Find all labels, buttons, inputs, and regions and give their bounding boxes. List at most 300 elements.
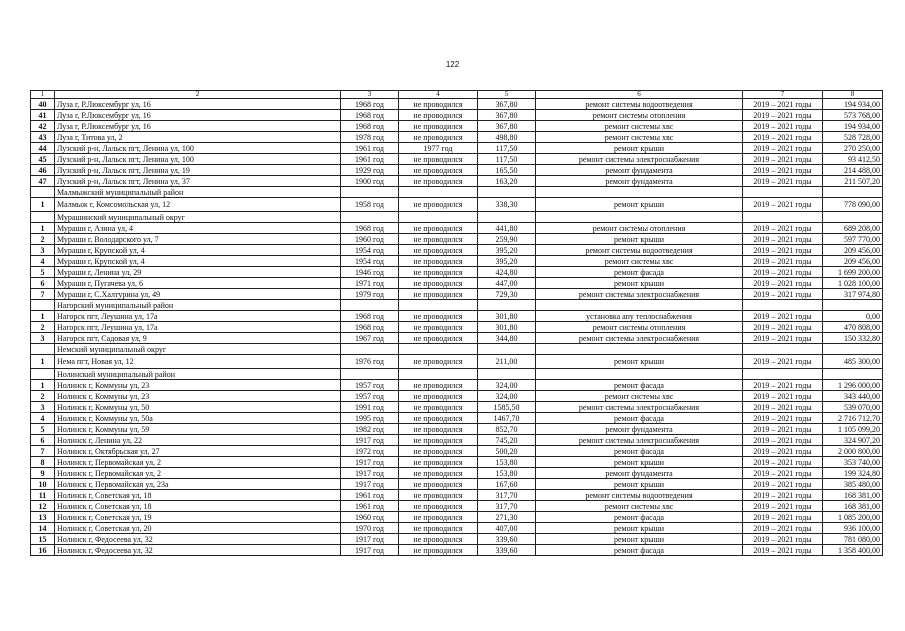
header-cell: 3 xyxy=(341,91,399,99)
row-number: 1 xyxy=(31,223,55,234)
table-body xyxy=(31,91,883,556)
year-cell: 1979 год xyxy=(341,289,399,300)
period-cell: 2019 – 2021 годы xyxy=(743,143,823,154)
row-number: 46 xyxy=(31,165,55,176)
work-type-cell: ремонт системы электроснабжения xyxy=(536,435,743,446)
area-cell: 117,50 xyxy=(478,154,536,165)
area-cell: 153,80 xyxy=(478,468,536,479)
work-type-cell: ремонт системы водоотведения xyxy=(536,99,743,110)
address-cell: Нолинск г, Коммуны ул, 50а xyxy=(55,413,341,424)
row-number: 6 xyxy=(31,278,55,289)
row-number: 4 xyxy=(31,413,55,424)
year-cell: 1970 год xyxy=(341,523,399,534)
last-repair-cell: не проводился xyxy=(399,267,478,278)
cost-cell: 317 974,80 xyxy=(823,289,883,300)
page-number: 122 xyxy=(445,60,460,69)
section-empty-cell xyxy=(399,300,478,311)
work-type-cell: ремонт системы хвс xyxy=(536,501,743,512)
area-cell: 117,50 xyxy=(478,143,536,154)
row-number: 40 xyxy=(31,99,55,110)
last-repair-cell: не проводился xyxy=(399,446,478,457)
address-cell: Нолинск г, Коммуны ул, 23 xyxy=(55,380,341,391)
area-cell: 317,70 xyxy=(478,501,536,512)
table-row xyxy=(31,380,883,391)
period-cell: 2019 – 2021 годы xyxy=(743,198,823,212)
year-cell: 1961 год xyxy=(341,143,399,154)
cost-cell: 93 412,50 xyxy=(823,154,883,165)
last-repair-cell: не проводился xyxy=(399,468,478,479)
row-number: 47 xyxy=(31,176,55,187)
last-repair-cell: не проводился xyxy=(399,523,478,534)
cost-cell: 211 507,20 xyxy=(823,176,883,187)
period-cell: 2019 – 2021 годы xyxy=(743,490,823,501)
area-cell: 301,80 xyxy=(478,322,536,333)
area-cell: 324,00 xyxy=(478,391,536,402)
section-empty-cell xyxy=(536,212,743,223)
address-cell: Лузский р-н, Лальск пгт, Ленина ул, 19 xyxy=(55,165,341,176)
address-cell: Нагорск пгт, Леушина ул, 17а xyxy=(55,311,341,322)
year-cell: 1917 год xyxy=(341,534,399,545)
table-row xyxy=(31,446,883,457)
area-cell: 153,80 xyxy=(478,457,536,468)
year-cell: 1917 год xyxy=(341,545,399,556)
cost-cell: 2 000 800,00 xyxy=(823,446,883,457)
section-row xyxy=(31,300,883,311)
work-type-cell: ремонт фасада xyxy=(536,267,743,278)
year-cell: 1954 год xyxy=(341,245,399,256)
cost-cell: 2 716 712,70 xyxy=(823,413,883,424)
address-cell: Нолинск г, Советская ул, 18 xyxy=(55,490,341,501)
section-empty-cell xyxy=(341,344,399,355)
table-row xyxy=(31,512,883,523)
cost-cell: 1 358 400,00 xyxy=(823,545,883,556)
address-cell: Нолинск г, Советская ул, 18 xyxy=(55,501,341,512)
period-cell: 2019 – 2021 годы xyxy=(743,311,823,322)
section-empty-cell xyxy=(823,212,883,223)
table-row xyxy=(31,490,883,501)
work-type-cell: ремонт фундамента xyxy=(536,424,743,435)
year-cell: 1982 год xyxy=(341,424,399,435)
period-cell: 2019 – 2021 годы xyxy=(743,154,823,165)
section-empty-cell xyxy=(31,187,55,198)
area-cell: 165,50 xyxy=(478,165,536,176)
header-cell: 6 xyxy=(536,91,743,99)
row-number: 12 xyxy=(31,501,55,512)
area-cell: 852,70 xyxy=(478,424,536,435)
period-cell: 2019 – 2021 годы xyxy=(743,289,823,300)
last-repair-cell: не проводился xyxy=(399,311,478,322)
work-type-cell: ремонт системы хвс xyxy=(536,132,743,143)
section-empty-cell xyxy=(743,187,823,198)
section-row xyxy=(31,187,883,198)
section-empty-cell xyxy=(341,300,399,311)
table-row xyxy=(31,479,883,490)
year-cell: 1917 год xyxy=(341,468,399,479)
year-cell: 1957 год xyxy=(341,391,399,402)
last-repair-cell: не проводился xyxy=(399,457,478,468)
section-empty-cell xyxy=(399,344,478,355)
row-number: 6 xyxy=(31,435,55,446)
address-cell: Луза г, Титова ул, 2 xyxy=(55,132,341,143)
period-cell: 2019 – 2021 годы xyxy=(743,322,823,333)
period-cell: 2019 – 2021 годы xyxy=(743,110,823,121)
area-cell: 344,80 xyxy=(478,333,536,344)
year-cell: 1968 год xyxy=(341,110,399,121)
cost-cell: 385 480,00 xyxy=(823,479,883,490)
section-empty-cell xyxy=(823,344,883,355)
last-repair-cell: не проводился xyxy=(399,154,478,165)
period-cell: 2019 – 2021 годы xyxy=(743,413,823,424)
cost-cell: 528 728,00 xyxy=(823,132,883,143)
address-cell: Нолинск г, Советская ул, 19 xyxy=(55,512,341,523)
period-cell: 2019 – 2021 годы xyxy=(743,267,823,278)
address-cell: Луза г, Р.Люксембург ул, 16 xyxy=(55,99,341,110)
cost-cell: 573 768,00 xyxy=(823,110,883,121)
address-cell: Луза г, Р.Люксембург ул, 16 xyxy=(55,121,341,132)
last-repair-cell: не проводился xyxy=(399,132,478,143)
work-type-cell: ремонт системы отопления xyxy=(536,322,743,333)
section-empty-cell xyxy=(536,300,743,311)
year-cell: 1961 год xyxy=(341,501,399,512)
section-title: Мурашинский муниципальный округ xyxy=(55,212,341,223)
table-row xyxy=(31,413,883,424)
table-row xyxy=(31,154,883,165)
last-repair-cell: не проводился xyxy=(399,333,478,344)
period-cell: 2019 – 2021 годы xyxy=(743,121,823,132)
year-cell: 1960 год xyxy=(341,234,399,245)
period-cell: 2019 – 2021 годы xyxy=(743,479,823,490)
row-number: 3 xyxy=(31,245,55,256)
table-row xyxy=(31,333,883,344)
address-cell: Лузский р-н, Лальск пгт, Ленина ул, 100 xyxy=(55,154,341,165)
address-cell: Нагорск пгт, Садовая ул, 9 xyxy=(55,333,341,344)
area-cell: 447,00 xyxy=(478,278,536,289)
section-empty-cell xyxy=(31,300,55,311)
area-cell: 729,30 xyxy=(478,289,536,300)
table-row xyxy=(31,256,883,267)
year-cell: 1929 год xyxy=(341,165,399,176)
period-cell: 2019 – 2021 годы xyxy=(743,223,823,234)
work-type-cell: ремонт системы водоотведения xyxy=(536,490,743,501)
year-cell: 1968 год xyxy=(341,223,399,234)
work-type-cell: ремонт системы электроснабжения xyxy=(536,154,743,165)
area-cell: 498,80 xyxy=(478,132,536,143)
table-row xyxy=(31,402,883,413)
table-row xyxy=(31,176,883,187)
table-row xyxy=(31,424,883,435)
section-empty-cell xyxy=(823,187,883,198)
section-empty-cell xyxy=(536,187,743,198)
last-repair-cell: не проводился xyxy=(399,234,478,245)
row-number: 2 xyxy=(31,322,55,333)
cost-cell: 168 381,00 xyxy=(823,490,883,501)
section-empty-cell xyxy=(31,369,55,380)
table-row xyxy=(31,143,883,154)
last-repair-cell: не проводился xyxy=(399,278,478,289)
repair-table xyxy=(30,90,883,556)
work-type-cell: ремонт фасада xyxy=(536,413,743,424)
work-type-cell: ремонт системы электроснабжения xyxy=(536,333,743,344)
table-row xyxy=(31,198,883,212)
last-repair-cell: не проводился xyxy=(399,223,478,234)
work-type-cell: ремонт системы хвс xyxy=(536,256,743,267)
row-number: 1 xyxy=(31,355,55,369)
section-row xyxy=(31,369,883,380)
address-cell: Нолинск г, Коммуны ул, 23 xyxy=(55,391,341,402)
area-cell: 395,20 xyxy=(478,256,536,267)
table-row xyxy=(31,165,883,176)
work-type-cell: ремонт крыши xyxy=(536,198,743,212)
address-cell: Нагорск пгт, Леушина ул, 17а xyxy=(55,322,341,333)
cost-cell: 0,00 xyxy=(823,311,883,322)
table-row xyxy=(31,99,883,110)
address-cell: Нолинск г, Коммуны ул, 59 xyxy=(55,424,341,435)
section-empty-cell xyxy=(31,212,55,223)
address-cell: Мураши г, Крупской ул, 4 xyxy=(55,245,341,256)
table-row xyxy=(31,289,883,300)
header-cell: 5 xyxy=(478,91,536,99)
table-row xyxy=(31,234,883,245)
row-number: 15 xyxy=(31,534,55,545)
cost-cell: 270 250,00 xyxy=(823,143,883,154)
section-title: Немский муниципальный округ xyxy=(55,344,341,355)
work-type-cell: установка апу теплоснабжения xyxy=(536,311,743,322)
year-cell: 1968 год xyxy=(341,322,399,333)
address-cell: Мураши г, Ленина ул, 29 xyxy=(55,267,341,278)
address-cell: Нолинск г, Коммуны ул, 50 xyxy=(55,402,341,413)
cost-cell: 214 488,00 xyxy=(823,165,883,176)
address-cell: Нолинск г, Октябрьская ул, 27 xyxy=(55,446,341,457)
last-repair-cell: не проводился xyxy=(399,121,478,132)
last-repair-cell: не проводился xyxy=(399,380,478,391)
last-repair-cell: не проводился xyxy=(399,534,478,545)
section-empty-cell xyxy=(399,187,478,198)
table-row xyxy=(31,355,883,369)
year-cell: 1961 год xyxy=(341,490,399,501)
address-cell: Нема пгт, Новая ул, 12 xyxy=(55,355,341,369)
row-number: 16 xyxy=(31,545,55,556)
last-repair-cell: не проводился xyxy=(399,256,478,267)
table-row xyxy=(31,545,883,556)
address-cell: Нолинск г, Первомайская ул, 2 xyxy=(55,468,341,479)
area-cell: 441,80 xyxy=(478,223,536,234)
row-number: 7 xyxy=(31,289,55,300)
section-title: Малмыжский муниципальный район xyxy=(55,187,341,198)
period-cell: 2019 – 2021 годы xyxy=(743,512,823,523)
cost-cell: 485 300,00 xyxy=(823,355,883,369)
section-row xyxy=(31,212,883,223)
cost-cell: 194 934,00 xyxy=(823,121,883,132)
last-repair-cell: 1977 год xyxy=(399,143,478,154)
work-type-cell: ремонт системы отопления xyxy=(536,110,743,121)
period-cell: 2019 – 2021 годы xyxy=(743,256,823,267)
period-cell: 2019 – 2021 годы xyxy=(743,234,823,245)
section-empty-cell xyxy=(743,369,823,380)
row-number: 43 xyxy=(31,132,55,143)
row-number: 3 xyxy=(31,402,55,413)
year-cell: 1961 год xyxy=(341,154,399,165)
period-cell: 2019 – 2021 годы xyxy=(743,391,823,402)
work-type-cell: ремонт фундамента xyxy=(536,468,743,479)
row-number: 42 xyxy=(31,121,55,132)
table-row xyxy=(31,311,883,322)
last-repair-cell: не проводился xyxy=(399,545,478,556)
section-empty-cell xyxy=(341,187,399,198)
work-type-cell: ремонт крыши xyxy=(536,534,743,545)
cost-cell: 1 028 100,00 xyxy=(823,278,883,289)
year-cell: 1917 год xyxy=(341,479,399,490)
area-cell: 1585,50 xyxy=(478,402,536,413)
work-type-cell: ремонт системы водоотведения xyxy=(536,245,743,256)
row-number: 5 xyxy=(31,424,55,435)
cost-cell: 936 100,00 xyxy=(823,523,883,534)
header-cell: 1 xyxy=(31,91,55,99)
last-repair-cell: не проводился xyxy=(399,413,478,424)
section-empty-cell xyxy=(536,344,743,355)
cost-cell: 343 440,00 xyxy=(823,391,883,402)
address-cell: Нолинск г, Ленина ул, 22 xyxy=(55,435,341,446)
year-cell: 1957 год xyxy=(341,380,399,391)
last-repair-cell: не проводился xyxy=(399,424,478,435)
last-repair-cell: не проводился xyxy=(399,501,478,512)
cost-cell: 1 085 200,00 xyxy=(823,512,883,523)
work-type-cell: ремонт крыши xyxy=(536,479,743,490)
cost-cell: 470 808,00 xyxy=(823,322,883,333)
last-repair-cell: не проводился xyxy=(399,435,478,446)
cost-cell: 353 740,00 xyxy=(823,457,883,468)
year-cell: 1946 год xyxy=(341,267,399,278)
table-header-row xyxy=(31,91,883,99)
last-repair-cell: не проводился xyxy=(399,322,478,333)
work-type-cell: ремонт фундамента xyxy=(536,176,743,187)
address-cell: Нолинск г, Советская ул, 20 xyxy=(55,523,341,534)
row-number: 10 xyxy=(31,479,55,490)
year-cell: 1968 год xyxy=(341,121,399,132)
cost-cell: 324 907,20 xyxy=(823,435,883,446)
section-title: Нолинский муниципальный район xyxy=(55,369,341,380)
period-cell: 2019 – 2021 годы xyxy=(743,333,823,344)
section-empty-cell xyxy=(478,187,536,198)
year-cell: 1968 год xyxy=(341,99,399,110)
table-row xyxy=(31,132,883,143)
year-cell: 1917 год xyxy=(341,435,399,446)
address-cell: Нолинск г, Федосеева ул, 32 xyxy=(55,545,341,556)
address-cell: Нолинск г, Федосеева ул, 32 xyxy=(55,534,341,545)
period-cell: 2019 – 2021 годы xyxy=(743,278,823,289)
row-number: 3 xyxy=(31,333,55,344)
row-number: 45 xyxy=(31,154,55,165)
period-cell: 2019 – 2021 годы xyxy=(743,501,823,512)
area-cell: 339,60 xyxy=(478,545,536,556)
cost-cell: 199 324,80 xyxy=(823,468,883,479)
work-type-cell: ремонт крыши xyxy=(536,355,743,369)
address-cell: Лузский р-н, Лальск пгт, Ленина ул, 37 xyxy=(55,176,341,187)
area-cell: 324,00 xyxy=(478,380,536,391)
work-type-cell: ремонт системы электроснабжения xyxy=(536,289,743,300)
last-repair-cell: не проводился xyxy=(399,479,478,490)
cost-cell: 209 456,00 xyxy=(823,256,883,267)
area-cell: 338,30 xyxy=(478,198,536,212)
area-cell: 367,80 xyxy=(478,110,536,121)
year-cell: 1971 год xyxy=(341,278,399,289)
year-cell: 1958 год xyxy=(341,198,399,212)
area-cell: 339,60 xyxy=(478,534,536,545)
cost-cell: 150 332,80 xyxy=(823,333,883,344)
address-cell: Мураши г, С.Халтурина ул, 49 xyxy=(55,289,341,300)
header-cell: 2 xyxy=(55,91,341,99)
row-number: 5 xyxy=(31,267,55,278)
header-cell: 4 xyxy=(399,91,478,99)
area-cell: 424,80 xyxy=(478,267,536,278)
period-cell: 2019 – 2021 годы xyxy=(743,245,823,256)
last-repair-cell: не проводился xyxy=(399,402,478,413)
last-repair-cell: не проводился xyxy=(399,490,478,501)
last-repair-cell: не проводился xyxy=(399,245,478,256)
area-cell: 259,90 xyxy=(478,234,536,245)
period-cell: 2019 – 2021 годы xyxy=(743,545,823,556)
section-title: Нагорский муниципальный район xyxy=(55,300,341,311)
cost-cell: 1 296 000,00 xyxy=(823,380,883,391)
area-cell: 211,00 xyxy=(478,355,536,369)
address-cell: Мураши г, Азина ул, 4 xyxy=(55,223,341,234)
area-cell: 395,20 xyxy=(478,245,536,256)
year-cell: 1968 год xyxy=(341,311,399,322)
work-type-cell: ремонт фасада xyxy=(536,380,743,391)
row-number: 14 xyxy=(31,523,55,534)
last-repair-cell: не проводился xyxy=(399,289,478,300)
period-cell: 2019 – 2021 годы xyxy=(743,380,823,391)
header-cell: 8 xyxy=(823,91,883,99)
year-cell: 1954 год xyxy=(341,256,399,267)
work-type-cell: ремонт крыши xyxy=(536,278,743,289)
row-number: 1 xyxy=(31,380,55,391)
row-number: 2 xyxy=(31,391,55,402)
section-empty-cell xyxy=(399,369,478,380)
period-cell: 2019 – 2021 годы xyxy=(743,424,823,435)
address-cell: Луза г, Р.Люксембург ул, 16 xyxy=(55,110,341,121)
area-cell: 407,00 xyxy=(478,523,536,534)
cost-cell: 539 070,00 xyxy=(823,402,883,413)
work-type-cell: ремонт фасада xyxy=(536,512,743,523)
area-cell: 367,80 xyxy=(478,121,536,132)
year-cell: 1967 год xyxy=(341,333,399,344)
section-row xyxy=(31,344,883,355)
year-cell: 1900 год xyxy=(341,176,399,187)
section-empty-cell xyxy=(31,344,55,355)
period-cell: 2019 – 2021 годы xyxy=(743,435,823,446)
period-cell: 2019 – 2021 годы xyxy=(743,355,823,369)
period-cell: 2019 – 2021 годы xyxy=(743,132,823,143)
header-cell: 7 xyxy=(743,91,823,99)
work-type-cell: ремонт системы электроснабжения xyxy=(536,402,743,413)
last-repair-cell: не проводился xyxy=(399,165,478,176)
cost-cell: 781 080,00 xyxy=(823,534,883,545)
last-repair-cell: не проводился xyxy=(399,391,478,402)
last-repair-cell: не проводился xyxy=(399,198,478,212)
year-cell: 1978 год xyxy=(341,132,399,143)
work-type-cell: ремонт фасада xyxy=(536,446,743,457)
period-cell: 2019 – 2021 годы xyxy=(743,176,823,187)
period-cell: 2019 – 2021 годы xyxy=(743,446,823,457)
period-cell: 2019 – 2021 годы xyxy=(743,99,823,110)
section-empty-cell xyxy=(743,344,823,355)
section-empty-cell xyxy=(478,344,536,355)
section-empty-cell xyxy=(743,300,823,311)
section-empty-cell xyxy=(341,369,399,380)
cost-cell: 168 381,00 xyxy=(823,501,883,512)
work-type-cell: ремонт системы отопления xyxy=(536,223,743,234)
area-cell: 500,20 xyxy=(478,446,536,457)
